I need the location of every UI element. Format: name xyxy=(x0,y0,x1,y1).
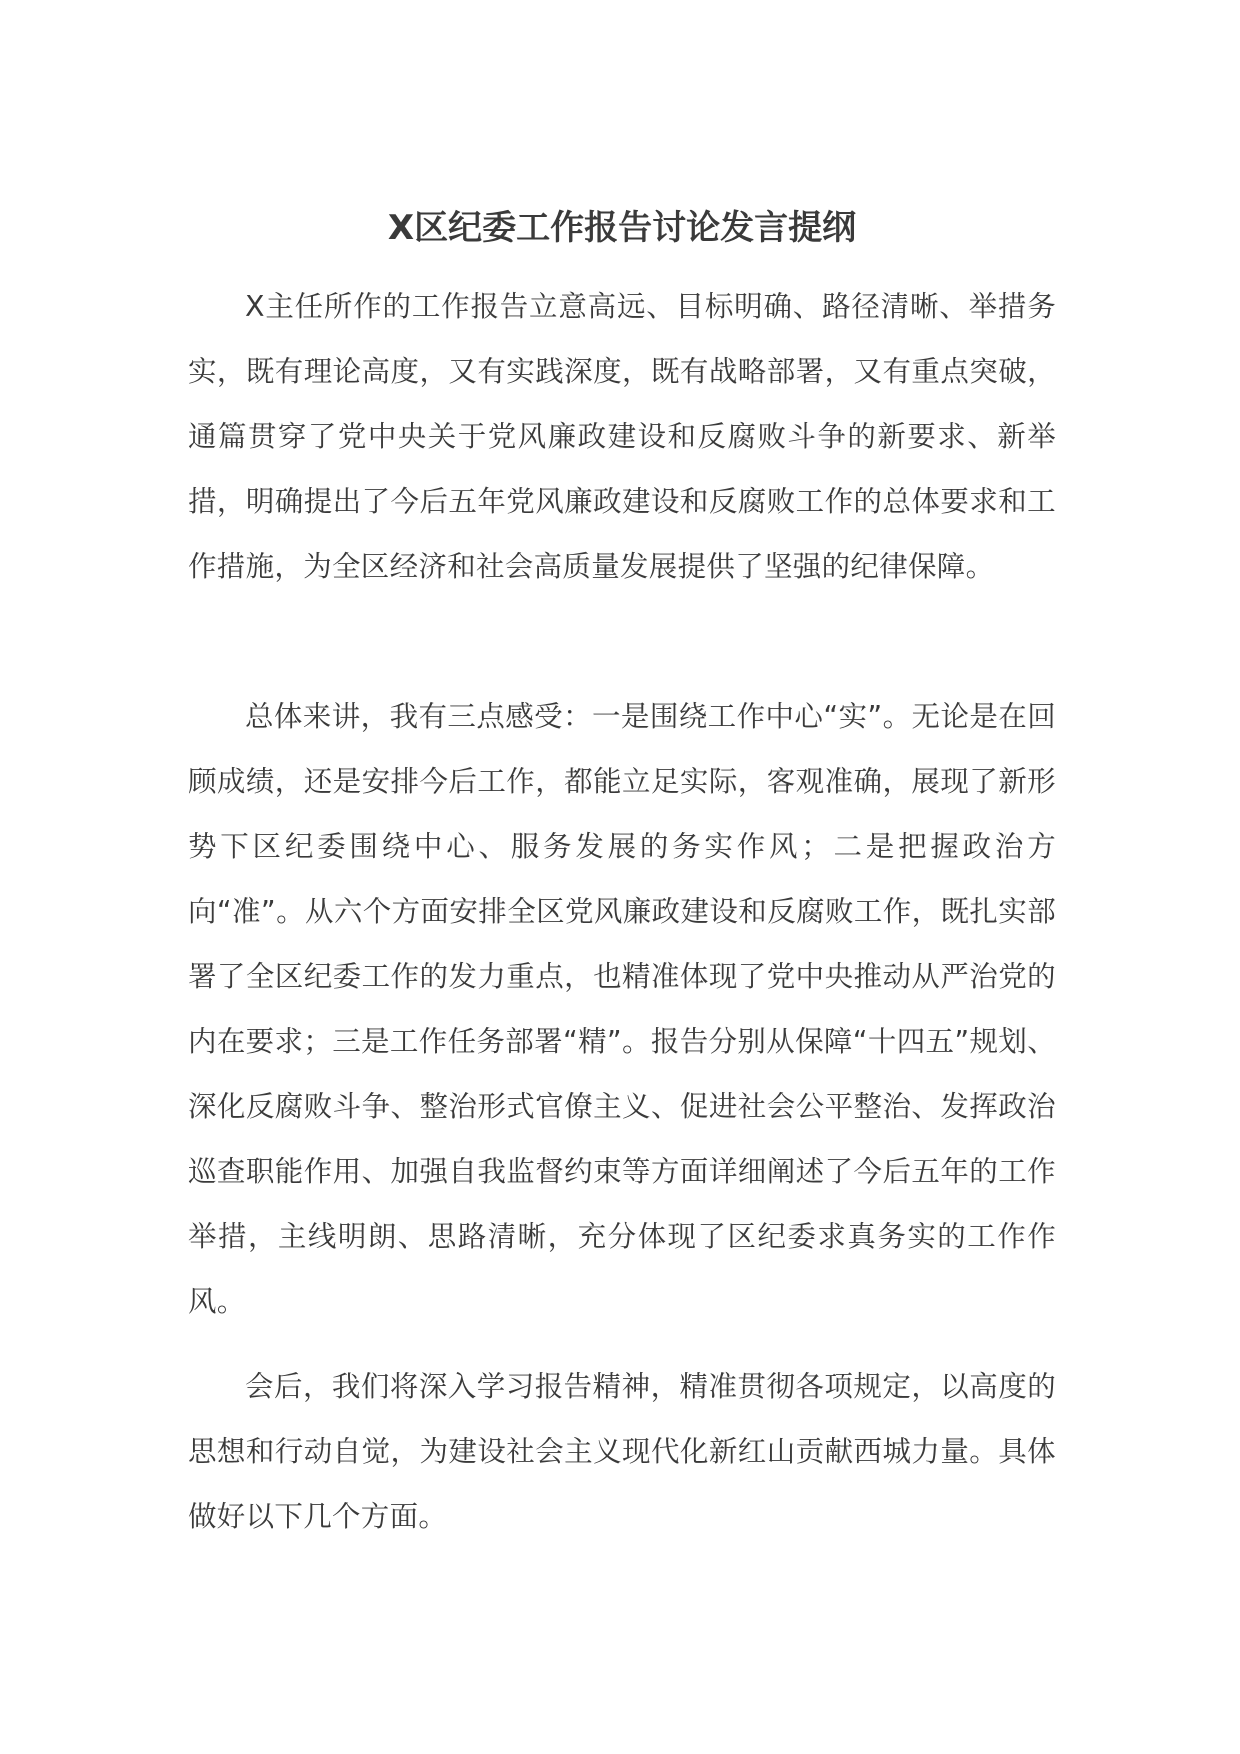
paragraph-2: 总体来讲，我有三点感受：一是围绕工作中心“实”。无论是在回顾成绩，还是安排今后工作，都能立足实际，客观准确，展现了新形势下区纪委围绕中心、服务发展的务实作风；二是把握政治方向“准”。从六个方面安排全区党风廉政建设和反腐败工作，既扎实部署了全区纪委工作的发力重点，也精准体现了党中央推动从严治党的内在要求；三是工作任务部署“精”。报告分别从保障“十四五”规划、深化反腐败斗争、整治形式官僚主义、促进社会公平整治、发挥政治巡查职能作用、加强自我监督约束等方面详细阐述了今后五年的工作举措，主线明朗、思路清晰，充分体现了区纪委求真务实的工作作风。 xyxy=(188,700,1056,1318)
paragraph-1: X主任所作的工作报告立意高远、目标明确、路径清晰、举措务实，既有理论高度，又有实践深度，既有战略部署，又有重点突破，通篇贯穿了党中央关于党风廉政建设和反腐败斗争的新要求、新举措，明确提出了今后五年党风廉政建设和反腐败工作的总体要求和工作措施，为全区经济和社会高质量发展提供了坚强的纪律保障。 xyxy=(188,290,1056,583)
document-title: X区纪委工作报告讨论发言提纲 xyxy=(387,208,857,248)
paragraph-3: 会后，我们将深入学习报告精神，精准贯彻各项规定，以高度的思想和行动自觉，为建设社会主义现代化新红山贡献西城力量。具体做好以下几个方面。 xyxy=(188,1370,1056,1533)
